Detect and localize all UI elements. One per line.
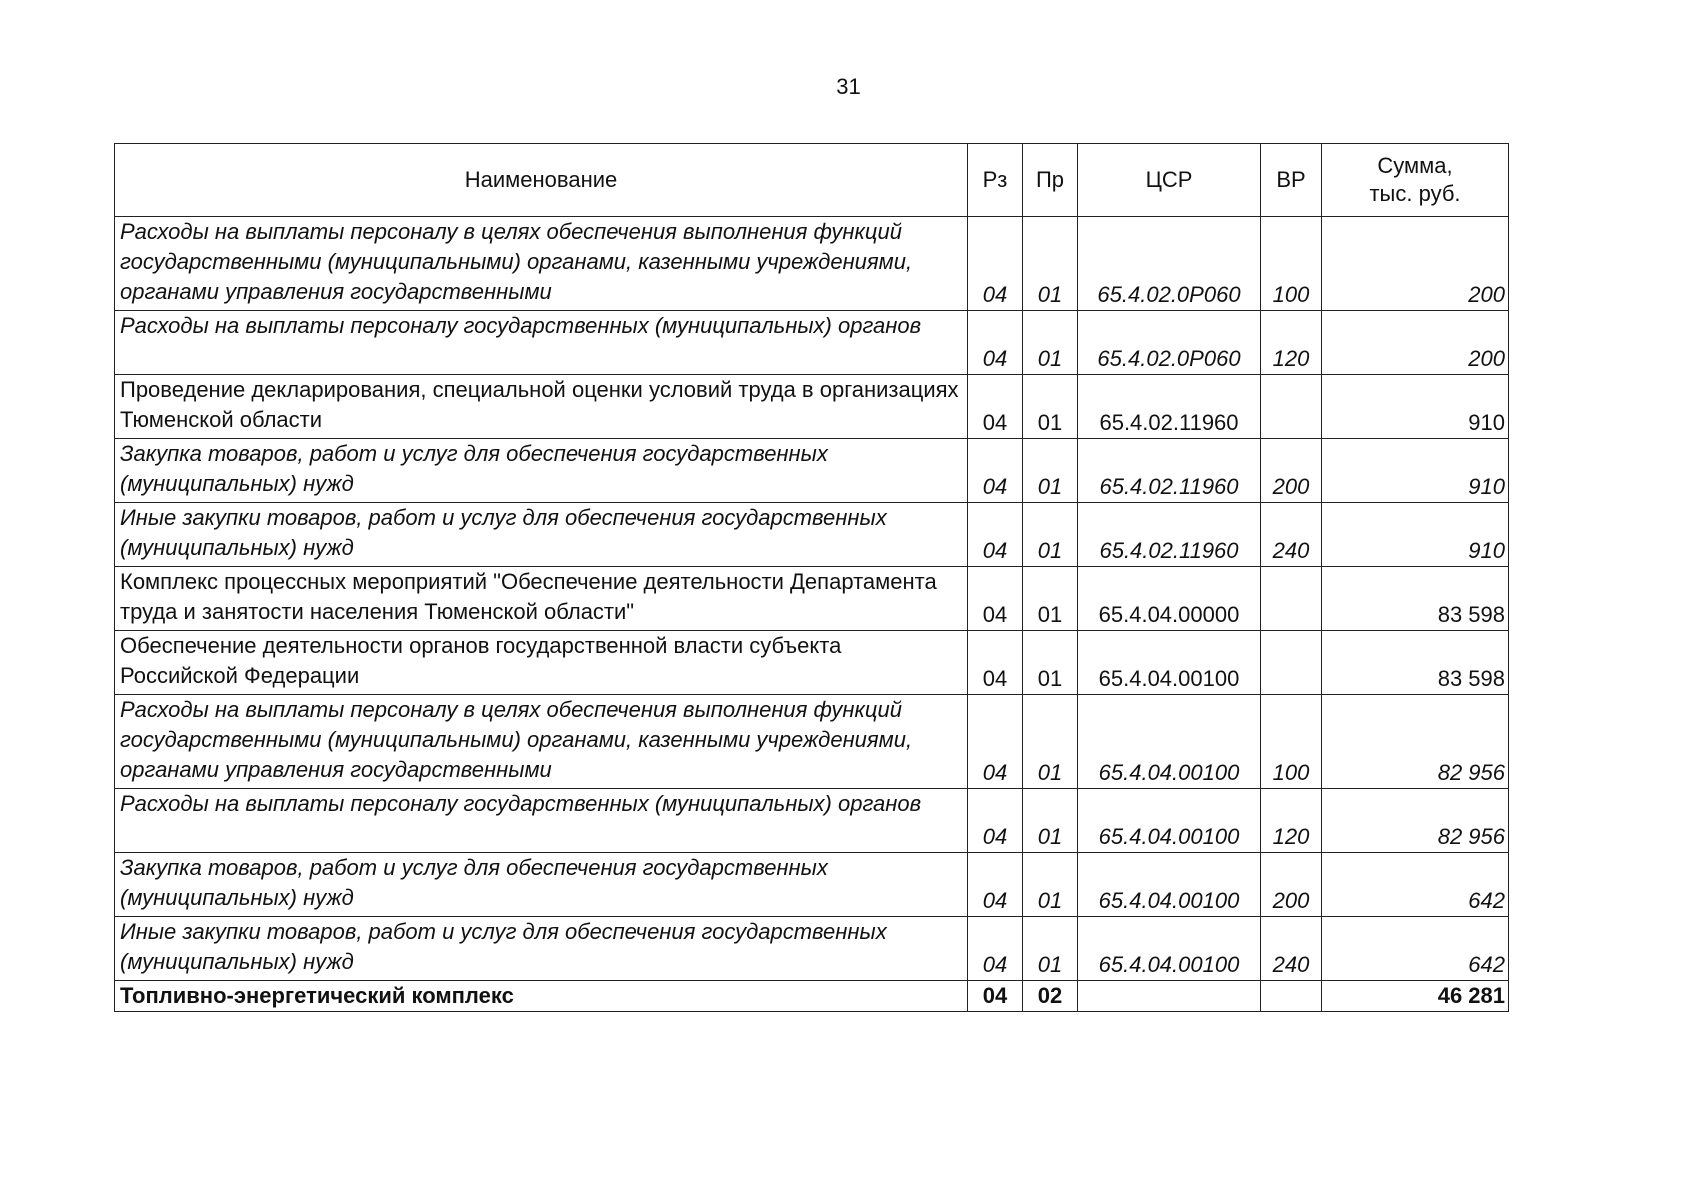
header-name: Наименование [115,144,968,217]
cell-pr: 01 [1023,853,1078,917]
cell-csr: 65.4.02.11960 [1078,503,1261,567]
cell-name: Расходы на выплаты персоналу государственных (муниципальных) органов [115,789,968,853]
cell-sum: 82 956 [1322,695,1509,789]
table-row [115,853,1509,917]
cell-sum: 642 [1322,917,1509,981]
table-header-row [115,144,1509,217]
cell-vr: 200 [1261,853,1322,917]
cell-vr [1261,567,1322,631]
cell-rz: 04 [968,439,1023,503]
cell-pr: 01 [1023,503,1078,567]
cell-rz: 04 [968,789,1023,853]
table-row [115,567,1509,631]
cell-vr [1261,375,1322,439]
table-row [115,789,1509,853]
cell-name: Иные закупки товаров, работ и услуг для обеспечения государственных (муниципальных) нужд [115,917,968,981]
header-sum [1322,144,1509,217]
cell-sum: 83 598 [1322,567,1509,631]
cell-sum: 910 [1322,439,1509,503]
header-csr: ЦСР [1078,144,1261,217]
cell-name: Проведение декларирования, специальной оценки условий труда в организациях Тюменской области [115,375,968,439]
cell-rz: 04 [968,567,1023,631]
cell-rz: 04 [968,375,1023,439]
cell-name: Закупка товаров, работ и услуг для обеспечения государственных (муниципальных) нужд [115,853,968,917]
cell-name: Топливно-энергетический комплекс [115,981,968,1012]
cell-vr: 100 [1261,217,1322,311]
cell-csr: 65.4.02.0Р060 [1078,311,1261,375]
cell-sum: 83 598 [1322,631,1509,695]
header-pr: Пр [1023,144,1078,217]
cell-name: Обеспечение деятельности органов государственной власти субъекта Российской Федерации [115,631,968,695]
header-sum-line2: тыс. руб. [1369,181,1461,206]
cell-pr: 02 [1023,981,1078,1012]
budget-table [114,143,1509,1012]
cell-sum: 200 [1322,311,1509,375]
cell-vr: 240 [1261,503,1322,567]
page-number: 31 [836,74,861,99]
cell-csr: 65.4.04.00000 [1078,567,1261,631]
cell-rz: 04 [968,917,1023,981]
cell-rz: 04 [968,311,1023,375]
cell-vr [1261,631,1322,695]
cell-csr: 65.4.04.00100 [1078,853,1261,917]
cell-vr [1261,981,1322,1012]
table-row [115,375,1509,439]
cell-sum: 910 [1322,503,1509,567]
cell-rz: 04 [968,503,1023,567]
cell-pr: 01 [1023,917,1078,981]
cell-rz: 04 [968,217,1023,311]
cell-rz: 04 [968,981,1023,1012]
cell-rz: 04 [968,853,1023,917]
table-row [115,311,1509,375]
cell-sum: 200 [1322,217,1509,311]
cell-name: Расходы на выплаты персоналу государственных (муниципальных) органов [115,311,968,375]
cell-sum: 46 281 [1322,981,1509,1012]
table-row [115,981,1509,1012]
cell-vr: 120 [1261,789,1322,853]
table-row [115,631,1509,695]
cell-csr: 65.4.02.11960 [1078,375,1261,439]
cell-name: Расходы на выплаты персоналу в целях обеспечения выполнения функций государственными (муниципальными) органами, казенными учреждениями, органами управления государственными [115,217,968,311]
cell-pr: 01 [1023,695,1078,789]
table-body [115,217,1509,1012]
header-sum-line1: Сумма, [1377,153,1453,178]
cell-name: Комплекс процессных мероприятий "Обеспечение деятельности Департамента труда и занятости населения Тюменской области" [115,567,968,631]
cell-vr: 100 [1261,695,1322,789]
table-row [115,917,1509,981]
cell-pr: 01 [1023,217,1078,311]
table-row [115,695,1509,789]
cell-pr: 01 [1023,439,1078,503]
cell-name: Иные закупки товаров, работ и услуг для обеспечения государственных (муниципальных) нужд [115,503,968,567]
cell-sum: 82 956 [1322,789,1509,853]
cell-pr: 01 [1023,311,1078,375]
cell-csr: 65.4.02.0Р060 [1078,217,1261,311]
cell-vr: 240 [1261,917,1322,981]
cell-csr: 65.4.04.00100 [1078,917,1261,981]
cell-csr: 65.4.02.11960 [1078,439,1261,503]
cell-rz: 04 [968,631,1023,695]
cell-csr [1078,981,1261,1012]
cell-rz: 04 [968,695,1023,789]
cell-vr: 200 [1261,439,1322,503]
table-row [115,503,1509,567]
cell-pr: 01 [1023,375,1078,439]
header-rz: Рз [968,144,1023,217]
cell-pr: 01 [1023,631,1078,695]
cell-sum: 910 [1322,375,1509,439]
cell-name: Расходы на выплаты персоналу в целях обеспечения выполнения функций государственными (муниципальными) органами, казенными учреждениями, органами управления государственными [115,695,968,789]
cell-csr: 65.4.04.00100 [1078,631,1261,695]
header-vr: ВР [1261,144,1322,217]
cell-pr: 01 [1023,789,1078,853]
cell-csr: 65.4.04.00100 [1078,695,1261,789]
cell-name: Закупка товаров, работ и услуг для обеспечения государственных (муниципальных) нужд [115,439,968,503]
cell-csr: 65.4.04.00100 [1078,789,1261,853]
cell-sum: 642 [1322,853,1509,917]
table-row [115,439,1509,503]
cell-vr: 120 [1261,311,1322,375]
table-row [115,217,1509,311]
cell-pr: 01 [1023,567,1078,631]
